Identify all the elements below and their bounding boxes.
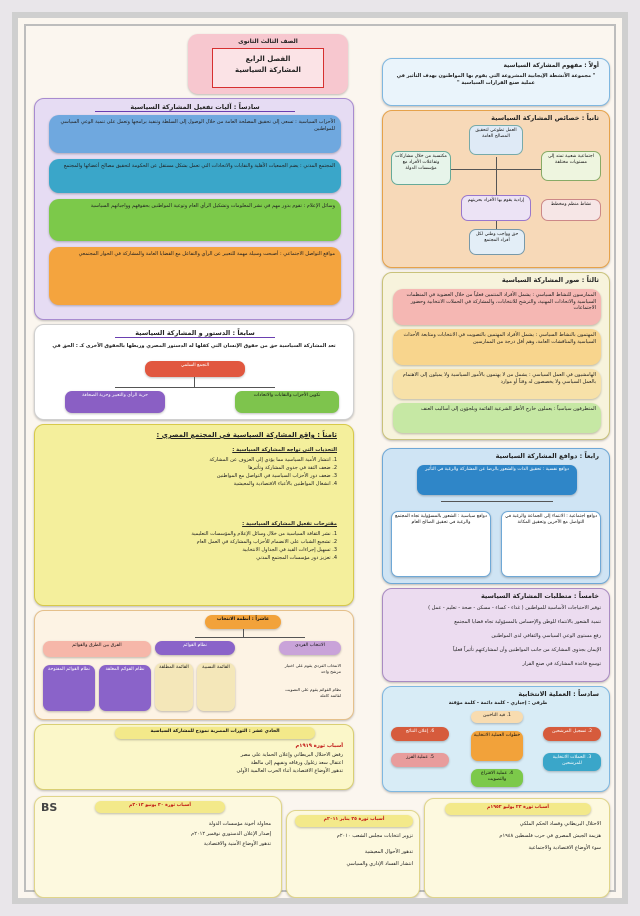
form-marginal: الهامشيون في العمل السياسي : يشمل من لا يهتمون بالأمور السياسية ولا يميلون إلى الاهتمام بالعمل السياسي ولا يخصصون له وقتاً أو موارد [393, 369, 601, 399]
r1952-cause-1: الاحتلال البريطاني وفساد الحكم الملكي [519, 821, 601, 827]
step-campaigns: 3. الحملات الانتخابية للمرشحين [543, 753, 601, 771]
constitution-connector [194, 377, 195, 387]
systems-compare-1: الانتخاب الفردي يقوم على اختيار مرشح واحد [284, 663, 341, 674]
system-individual: الانتخاب الفردي [279, 641, 341, 655]
concept-card [382, 58, 610, 106]
features-heading: ثانياً : خصائص المشاركة السياسية [491, 114, 599, 122]
motive-political: دوافع سياسية : الشعور بالمسؤولية تجاه المجتمع والرغبة في تحقيق الصالح العام [391, 511, 491, 577]
mechanism-civil-society: المجتمع المدني : يضم الجمعيات الأهلية والنقابات والاتحادات التي تعمل بشكل مستقل عن الحكومة لتحقيق مصالح أعضائها والمجتمع [49, 159, 341, 193]
electoral-card [382, 686, 610, 792]
form-interested: المهتمون بالنشاط السياسي : يشمل الأفراد المهتمين بالتصويت في الانتخابات ومتابعة الأحداث السياسية والمناقشات العامة، وهم أقل درجة من الممارسين [393, 329, 601, 365]
systems-connector [243, 629, 244, 637]
proposal-2: 2. تشجيع الشباب على الانضمام للأحزاب والمشاركة في العمل العام [196, 539, 337, 545]
feature-connector [451, 169, 541, 170]
r1952-cause-3: سوء الأوضاع الاقتصادية والاجتماعية [528, 845, 601, 851]
r2011-title: أسباب ثورة ٢٥ يناير ٢٠١١م [295, 815, 413, 827]
signature: BS [41, 801, 58, 814]
title-ribbon [188, 34, 348, 94]
challenge-4: 4. انشغال المواطنين بالأعباء الاقتصادية والمعيشية [233, 481, 337, 487]
proposal-1: 1. نشر الثقافة السياسية من خلال وسائل الإعلام والمؤسسات التعليمية [191, 531, 337, 537]
proposal-4: 4. تعزيز دور مؤسسات المجتمع المدني [256, 555, 337, 561]
r1952-cause-2: هزيمة الجيش المصري في حرب فلسطين ١٩٤٨م [499, 833, 601, 839]
requirements-card [382, 588, 610, 682]
right-expression: حرية الرأي والتعبير وحرية الصحافة [65, 391, 165, 413]
feature-5: إرادية يقوم بها الأفراد بحريتهم [461, 195, 531, 221]
feature-connector [496, 157, 497, 195]
motive-psychological: دوافع نفسية : تحقيق الذات والشعور بالرضا عن المشاركة والرغبة في التأثير [417, 465, 577, 495]
proposals-title: مقترحات تفعيل المشاركة السياسية : [242, 521, 337, 527]
list-absolute: القائمة المطلقة [155, 663, 193, 711]
grade-label: الصف الثالث الثانوى [238, 38, 298, 45]
constitution-connector [115, 387, 275, 388]
constitution-card [34, 324, 354, 420]
requirement-3: رفع مستوى الوعي السياسي والثقافي لدى المواطنين [491, 633, 601, 639]
feature-1: العمل تطوعي لتحقيق المصالح العامة [469, 125, 523, 155]
step-voting: 4. عملية الاقتراع والتصويت [471, 769, 523, 787]
systems-heading: عاشراً : أنظمة الانتخاب [205, 615, 281, 629]
systems-compare-2: نظام القوائم يقوم على التصويت لقائمة كاملة [285, 687, 341, 698]
r1952-card [424, 798, 610, 898]
requirement-5: توسيع قاعدة المشاركة في صنع القرار [522, 661, 601, 667]
system-lists: نظام القوائم [155, 641, 235, 655]
r2013-cause-2: إصدار الإعلان الدستوري نوفمبر ٢٠١٢م [191, 831, 271, 837]
step-candidates: 2. تسجيل المرشحين [543, 727, 601, 741]
mechanism-parties: الأحزاب السياسية : تسعى إلى تحقيق المصلحة العامة من خلال الوصول إلى السلطة وتنفيذ برامجها وتعمل على تنمية الوعي السياسي للمواطنين [49, 115, 341, 153]
systems-card [34, 610, 354, 720]
requirements-heading: خامساً : متطلبات المشاركة السياسية [480, 592, 599, 600]
challenge-1: 1. انتشار الأمية السياسية مما يؤدي إلى العزوف عن المشاركة [209, 457, 337, 463]
forms-heading: ثالثاً : صور المشاركة السياسية [501, 276, 599, 284]
constitution-text: تعد المشاركة السياسية حق من حقوق الإنسان التي كفلها له الدستور المصري وربطها بالحقوق الأخرى كـ : الحق في [52, 343, 336, 349]
r1919-title: أسباب ثورة ١٩١٩م [295, 743, 343, 749]
history-heading: الحادي عشر : الثورات المصرية نموذج للمشاركة السياسية [115, 727, 315, 739]
proposal-3: 3. تسهيل إجراءات القيد في الجداول الانتخابية [242, 547, 337, 553]
r1919-cause-2: اعتقال سعد زغلول ورفاقه ونفيهم إلى مالطة [250, 760, 343, 766]
requirement-4: الإيمان بجدوى المشاركة من جانب المواطنين وأن لمشاركتهم تأثيراً فعلياً [452, 647, 601, 653]
r1919-cause-1: رفض الاحتلال البريطاني وإعلان الحماية على مصر [240, 752, 343, 758]
feature-connector [496, 221, 497, 229]
r2011-cause-1: تزوير انتخابات مجلس الشعب ٢٠١٠م [336, 833, 413, 839]
r2013-cause-3: تدهور الأوضاع الأمنية والاقتصادية [203, 841, 271, 847]
constitution-heading: سابعاً : الدستور و المشاركة السياسية [115, 329, 275, 338]
reality-card [34, 424, 354, 606]
features-card [382, 110, 610, 268]
systems-connector [195, 637, 305, 638]
unit-label: الفصل الرابع [245, 55, 291, 63]
challenges-title: التحديات التى تواجه المشاركة السياسية : [232, 447, 337, 453]
r2011-card [286, 810, 420, 898]
r1919-cause-3: تدهور الأوضاع الاقتصادية أثناء الحرب العالمية الأولى [236, 768, 343, 774]
challenge-2: 2. ضعف الثقة في جدوى المشاركة وتأثيرها [248, 465, 337, 471]
r1952-title: أسباب ثورة ٢٣ يوليو ١٩٥٢م [445, 803, 591, 815]
history-card [34, 724, 354, 790]
poster-page [12, 12, 628, 904]
right-parties: تكوين الأحزاب والنقابات والاتحادات [235, 391, 339, 413]
unit-box [212, 48, 324, 88]
right-assembly: التجمع السلمي [145, 361, 245, 377]
feature-6: حق وواجب وطني لكل أفراد المجتمع [469, 229, 525, 255]
r2013-cause-1: محاولة أخونة مؤسسات الدولة [208, 821, 271, 827]
forms-card [382, 272, 610, 440]
mechanism-media: وسائل الإعلام : تقوم بدور مهم في نشر المعلومات وتشكيل الرأي العام وتوعية المواطنين بحقوقهم وواجباتهم السياسية [49, 199, 341, 241]
concept-text: " مجموعة الأنشطة الإيجابية المشروعة التي يقوم بها المواطنون بهدف التأثير في عملية صنع القرارات السياسية " [396, 73, 596, 86]
requirement-2: تنمية الشعور بالانتماء للوطن والإحساس بالمسؤولية تجاه قضايا المجتمع [454, 619, 601, 625]
electoral-heading: سادساً : العملية الانتخابية [518, 690, 599, 698]
requirement-1: توفير الاحتياجات الأساسية للمواطنين ( غذاء - كساء - مسكن - صحة - تعليم - عمل ) [428, 605, 601, 611]
step-counting: 5. عملية الفرز [391, 753, 449, 767]
page-title: المشاركة السياسية [235, 66, 301, 74]
step-voter-registry: 1. قيد الناخبين [471, 711, 523, 723]
mechanism-social-media: مواقع التواصل الاجتماعي : أصبحت وسيلة مهمة للتعبير عن الرأي والتفاعل مع القضايا العامة والمشاركة في الحوار المجتمعي [49, 247, 341, 305]
reality-heading: ثامناً : واقع المشاركة السياسية في المجتمع المصري : [156, 431, 337, 439]
form-practitioners: الممارسون للنشاط السياسي : يشمل الأفراد المنتمين فعلياً من خلال العضوية في المنظمات السياسية والاتحادات المهنية، والترشح للانتخابات، والمشاركة في الحملات الانتخابية وحضور الاجتماعات [393, 289, 601, 325]
step-results: 6. إعلان النتائج [391, 727, 449, 741]
challenge-3: 3. ضعف دور الأحزاب السياسية في التواصل مع المواطنين [216, 473, 337, 479]
list-proportional: القائمة النسبية [197, 663, 235, 711]
motive-connector [441, 501, 553, 502]
feature-3: مكتسبة من خلال مشاركات وتفاعلات الأفراد مع مؤسسات الدولة [391, 151, 451, 185]
r2013-title: أسباب ثورة ٣٠ يونيو ٢٠١٣م [95, 801, 225, 813]
r2011-cause-3: انتشار الفساد الإداري والسياسي [346, 861, 413, 867]
motive-social: دوافع اجتماعية : الانتماء إلى الجماعة والرغبة في التواصل مع الآخرين وتحقيق المكانة [501, 511, 601, 577]
feature-4: نشاط منظم ومخطط [541, 199, 601, 221]
mechanisms-card [34, 98, 354, 320]
feature-2: اجتماعية شعبية تمتد إلى مستويات مختلفة [541, 151, 601, 181]
list-closed: نظام القوائم المغلقة [99, 665, 151, 711]
form-extremists: المتطرفون سياسياً : يعملون خارج الأطر الشرعية القائمة ويلجؤون إلى أساليب العنف [393, 403, 601, 433]
electoral-center: خطوات العملية الانتخابية [471, 731, 523, 761]
electoral-note: طرفي : إجباري - كلمة دائمة - كلمة مؤقتة [448, 701, 548, 706]
mechanisms-heading: سادساً : آليات تفعيل المشاركة السياسية [95, 103, 295, 112]
r2011-cause-2: تدهور الأحوال المعيشية [364, 849, 413, 855]
r2013-card [34, 796, 282, 898]
list-open: نظام القوائم المفتوحة [43, 665, 95, 711]
systems-compare-title: الفرق بين الطرق والقوائم [43, 641, 151, 657]
motives-card [382, 448, 610, 584]
motives-heading: رابعاً : دوافع المشاركة السياسية [495, 452, 599, 460]
concept-heading: أولاً : مفهوم المشاركة السياسية [503, 62, 599, 69]
